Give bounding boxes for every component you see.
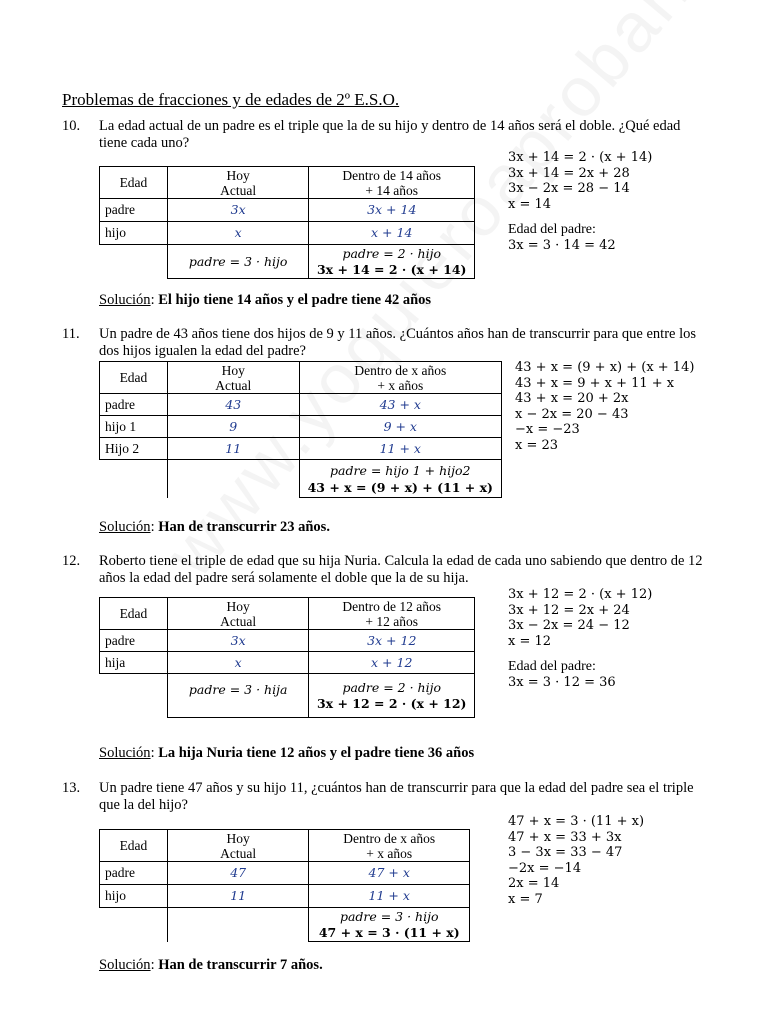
cell-dentro: 3x + 14 [367, 202, 417, 217]
header-dentro: Dentro de 14 años + 14 años [309, 167, 475, 199]
equation-step: x = 23 [515, 437, 559, 453]
problem-10-text: La edad actual de un padre es el triple que la de su hijo y dentro de 14 años será el doble. ¿Qué edad tiene cada uno? [99, 118, 681, 151]
equation-step: x = 7 [508, 891, 543, 907]
table-row [100, 862, 470, 885]
row-label: padre [100, 862, 168, 885]
problem-13-number: 13. [62, 780, 81, 796]
problem-11-solution: Solución: Han de transcurrir 23 años. [99, 519, 330, 535]
relation-equation: 47 + x = 3 · (11 + x) [318, 924, 460, 940]
equation-step: 3x + 12 = 2x + 24 [508, 602, 630, 618]
equation-step: x − 2x = 20 − 43 [515, 406, 629, 422]
table-row [100, 394, 502, 416]
equation-step: x = 14 [508, 196, 552, 212]
relation-hoy: padre = 3 · hijo [188, 253, 288, 269]
problem-12-number: 12. [62, 553, 81, 569]
problem-10-number: 10. [62, 118, 81, 134]
equation-step: −2x = −14 [508, 860, 582, 876]
row-label: hijo 1 [100, 416, 168, 438]
row-label: hijo [100, 885, 168, 908]
problem-10-table [99, 166, 475, 279]
equation-step: 47 + x = 3 · (11 + x) [508, 814, 645, 829]
equation-step: 3x + 12 = 2 · (x + 12) [508, 587, 653, 602]
relation-equation: 43 + x = (9 + x) + (11 + x) [307, 479, 493, 495]
relation-dentro: padre = 3 · hijo [339, 908, 439, 924]
row-label: padre [100, 394, 168, 416]
header-edad: Edad [100, 167, 168, 199]
header-dentro: Dentro de x años + x años [309, 830, 470, 862]
cell-hoy: x [234, 225, 242, 240]
relation-hoy: padre = 3 · hija [188, 682, 288, 697]
equation-step: 3 − 3x = 33 − 47 [508, 845, 623, 860]
problem-12-table [99, 597, 475, 718]
table-row [100, 652, 475, 674]
header-dentro: Dentro de 12 años + 12 años [309, 598, 475, 630]
cell-hoy: 3x [230, 632, 246, 648]
equation-step: 47 + x = 33 + 3x [508, 829, 622, 845]
cell-hoy: 47 [230, 865, 247, 880]
problem-11-text: Un padre de 43 años tiene dos hijos de 9 y 11 años. ¿Cuántos años han de transcurrir para que entre los dos hijos igualen la edad del padre? [99, 326, 697, 359]
problem-10-solution: Solución: El hijo tiene 14 años y el padre tiene 42 años [99, 292, 432, 308]
cell-hoy: 43 [225, 396, 242, 412]
cell-hoy: 9 [229, 418, 238, 434]
relation-equation: 3x + 14 = 2 · (x + 14) [316, 261, 467, 277]
header-edad: Edad [100, 830, 168, 862]
cell-dentro: 9 + x [383, 418, 417, 434]
problem-11-number: 11. [62, 326, 80, 342]
relation-dentro: padre = 2 · hijo [342, 679, 442, 695]
equation-step: x = 12 [508, 633, 552, 649]
relation-dentro: padre = hijo 1 + hijo2 [330, 462, 471, 478]
header-edad: Edad [100, 598, 168, 630]
problem-10-steps [508, 150, 652, 253]
problem-13-table [99, 829, 470, 942]
equation-step: 43 + x = 9 + x + 11 + x [515, 375, 675, 391]
row-label: padre [100, 199, 168, 222]
header-hoy: Hoy Actual [167, 362, 299, 394]
header-hoy: Hoy Actual [167, 598, 309, 630]
equation-step: 43 + x = (9 + x) + (x + 14) [515, 360, 695, 375]
cell-hoy: x [234, 654, 242, 670]
row-label: padre [100, 630, 168, 652]
equation-step: 3x + 14 = 2x + 28 [508, 165, 630, 181]
problem-12-text: Roberto tiene el triple de edad que su hija Nuria. Calcula la edad de cada uno sabiendo que dentro de 12 años la edad del padre será solamente el doble que la de su hija. [99, 553, 703, 586]
equation-step: 3x − 2x = 28 − 14 [508, 181, 630, 196]
table-row [100, 630, 475, 652]
table-row [100, 416, 502, 438]
problem-13-solution: Solución: Han de transcurrir 7 años. [99, 957, 323, 973]
cell-dentro: 3x + 12 [367, 632, 417, 648]
table-row [100, 199, 475, 222]
extra-label: Edad del padre: [508, 659, 596, 674]
row-label: hija [100, 652, 168, 674]
header-edad: Edad [100, 362, 168, 394]
row-label: hijo [100, 222, 168, 245]
equation-step: 3x − 2x = 24 − 12 [508, 618, 630, 633]
table-row [100, 438, 502, 460]
cell-dentro: x + 12 [371, 654, 413, 670]
equation-step: 3x + 14 = 2 · (x + 14) [508, 150, 653, 165]
cell-hoy: 3x [230, 202, 246, 217]
cell-dentro: x + 14 [371, 225, 413, 240]
problem-12-solution: Solución: La hija Nuria tiene 12 años y el padre tiene 36 años [99, 745, 475, 761]
extra-equation: 3x = 3 · 12 = 36 [508, 674, 616, 690]
page-title: Problemas de fracciones y de edades de 2º E.S.O. [62, 90, 400, 109]
equation-step: 43 + x = 20 + 2x [515, 391, 629, 406]
table-row [100, 885, 470, 908]
table-row [100, 222, 475, 245]
problem-11-table [99, 361, 502, 498]
row-label: Hijo 2 [100, 438, 168, 460]
relation-equation: 3x + 12 = 2 · (x + 12) [316, 695, 467, 711]
problem-13-steps [508, 814, 644, 907]
cell-dentro: 11 + x [368, 888, 410, 903]
header-hoy: Hoy Actual [167, 167, 309, 199]
cell-hoy: 11 [225, 440, 242, 456]
problem-13-text: Un padre tiene 47 años y su hijo 11, ¿cuántos han de transcurrir para que la edad del padre sea el triple que la del hijo? [99, 780, 694, 813]
cell-hoy: 11 [230, 888, 247, 903]
equation-step: −x = −23 [515, 422, 580, 437]
header-dentro: Dentro de x años + x años [299, 362, 501, 394]
problem-12-steps [508, 587, 652, 690]
cell-dentro: 47 + x [368, 865, 410, 880]
cell-dentro: 43 + x [379, 396, 421, 412]
problem-11-steps [515, 360, 694, 453]
extra-label: Edad del padre: [508, 222, 596, 237]
header-hoy: Hoy Actual [167, 830, 309, 862]
equation-step: 2x = 14 [508, 876, 560, 891]
cell-dentro: 11 + x [379, 440, 421, 456]
extra-equation: 3x = 3 · 14 = 42 [508, 237, 616, 253]
relation-dentro: padre = 2 · hijo [342, 245, 442, 261]
